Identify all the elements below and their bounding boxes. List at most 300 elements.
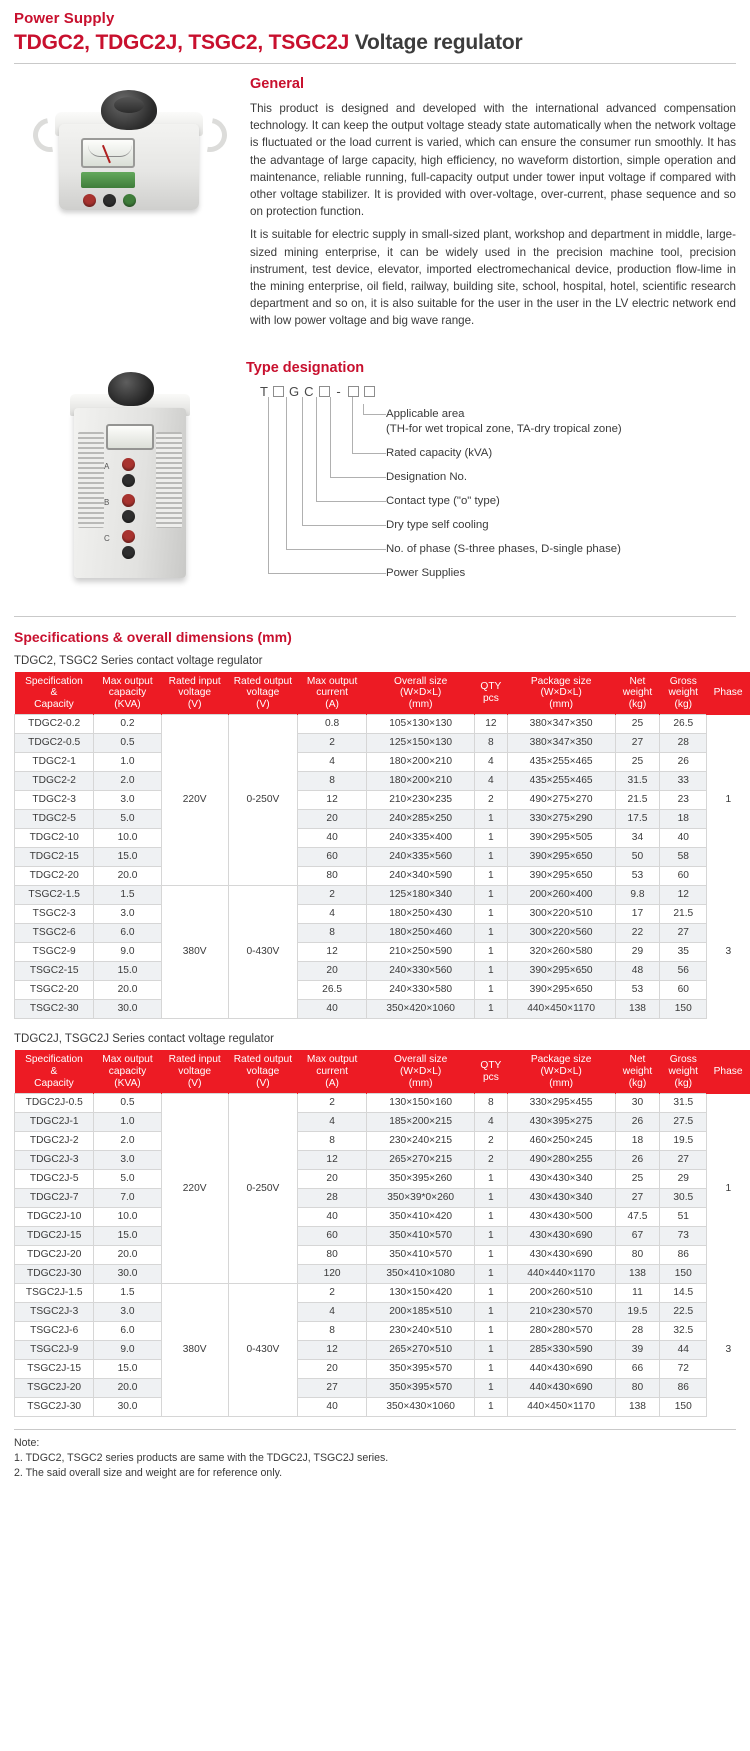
cell-overall-size: 350×410×1080: [367, 1265, 475, 1284]
cell-net-weight: 17: [615, 905, 660, 924]
cell-max-output-capacity: 6.0: [94, 924, 161, 943]
single-phase-variac-photo: [25, 82, 235, 242]
cell-qty: 1: [475, 1284, 508, 1303]
column-header-line: Max output: [306, 675, 358, 687]
cell-max-output-current: 60: [297, 1227, 366, 1246]
cell-specification: TDGC2-0.2: [15, 715, 94, 734]
cell-qty: 1: [475, 1398, 508, 1417]
cell-gross-weight: 73: [660, 1227, 707, 1246]
table-row: [15, 1151, 750, 1170]
column-header-line: (W×D×L): [399, 687, 442, 699]
legend-item-no-of-phase: [260, 542, 736, 557]
cell-qty: 1: [475, 943, 508, 962]
meter-scale: [88, 145, 132, 157]
cell-overall-size: 350×420×1060: [367, 1000, 475, 1019]
cell-specification: TSGC2J-9: [15, 1341, 94, 1360]
cell-qty: 4: [475, 1113, 508, 1132]
cell-qty: 8: [475, 1094, 508, 1113]
table-row: [15, 1341, 750, 1360]
cell-max-output-current: 2: [297, 1094, 366, 1113]
cell-qty: 1: [475, 1227, 508, 1246]
cell-gross-weight: 150: [660, 1265, 707, 1284]
cell-overall-size: 240×285×250: [367, 810, 475, 829]
cell-net-weight: 26: [615, 1151, 660, 1170]
column-header-line: (KVA): [114, 1077, 141, 1089]
cell-overall-size: 350×395×570: [367, 1379, 475, 1398]
table-row: [15, 962, 750, 981]
cell-overall-size: 350×395×570: [367, 1360, 475, 1379]
table-row: [15, 943, 750, 962]
specs-heading: Specifications & overall dimensions (mm): [14, 628, 292, 645]
datasheet-page: [0, 10, 750, 1491]
cell-gross-weight: 60: [660, 981, 707, 1000]
cell-phase: 3: [707, 886, 750, 1019]
legend-riser: [352, 397, 353, 453]
column-header-line: pcs: [482, 693, 499, 705]
cell-overall-size: 240×330×560: [367, 962, 475, 981]
column-header-4: [297, 672, 366, 715]
general-heading: General: [250, 76, 304, 92]
cell-max-output-capacity: 9.0: [94, 1341, 161, 1360]
table-row: [15, 1322, 750, 1341]
cell-qty: 1: [475, 1189, 508, 1208]
cell-rated-output-voltage: 0-430V: [228, 886, 297, 1019]
cell-specification: TSGC2-9: [15, 943, 94, 962]
column-header-line: voltage: [246, 687, 280, 699]
cell-max-output-current: 120: [297, 1265, 366, 1284]
terminal-a-red-icon: [122, 458, 135, 471]
cell-specification: TSGC2-1.5: [15, 886, 94, 905]
terminal-row-a: [104, 456, 156, 492]
cell-max-output-capacity: 1.0: [94, 753, 161, 772]
column-header-line: pcs: [482, 1071, 499, 1083]
column-header-1: [94, 1050, 161, 1093]
cell-overall-size: 240×335×560: [367, 848, 475, 867]
column-header-line: Rated output: [233, 675, 293, 687]
cell-specification: TDGC2J-7: [15, 1189, 94, 1208]
column-header-line: (mm): [549, 698, 573, 710]
type-code-row: [260, 384, 736, 399]
cell-gross-weight: 150: [660, 1398, 707, 1417]
cell-max-output-current: 2: [297, 886, 366, 905]
cell-qty: 1: [475, 1341, 508, 1360]
cell-overall-size: 230×240×215: [367, 1132, 475, 1151]
cell-gross-weight: 35: [660, 943, 707, 962]
table-row: [15, 810, 750, 829]
cell-overall-size: 180×200×210: [367, 753, 475, 772]
column-header-5: [367, 672, 475, 715]
cell-max-output-current: 60: [297, 848, 366, 867]
page-kicker: Power Supply: [14, 10, 115, 27]
cell-max-output-capacity: 9.0: [94, 943, 161, 962]
column-header-line: QTY: [480, 681, 502, 693]
column-header-10: [707, 1050, 750, 1093]
column-header-4: [297, 1050, 366, 1093]
cell-max-output-capacity: 30.0: [94, 1000, 161, 1019]
variac-voltmeter: [81, 138, 135, 168]
cell-gross-weight: 26: [660, 753, 707, 772]
column-header-3: [228, 672, 297, 715]
legend-lead: [316, 501, 386, 502]
column-header-line: (V): [187, 1077, 202, 1089]
column-header-line: (kg): [674, 698, 693, 710]
cell-net-weight: 30: [615, 1094, 660, 1113]
cell-net-weight: 18: [615, 1132, 660, 1151]
table-row: [15, 1000, 750, 1019]
cell-max-output-current: 26.5: [297, 981, 366, 1000]
cell-gross-weight: 150: [660, 1000, 707, 1019]
column-header-10: [707, 672, 750, 715]
cell-package-size: 380×347×350: [507, 715, 615, 734]
cell-gross-weight: 14.5: [660, 1284, 707, 1303]
cell-max-output-current: 8: [297, 772, 366, 791]
cell-package-size: 460×250×245: [507, 1132, 615, 1151]
column-header-line: Max output: [102, 1054, 153, 1066]
column-header-line: &: [50, 1066, 58, 1078]
table-row: [15, 1284, 750, 1303]
note-section: [14, 1429, 736, 1481]
cell-overall-size: 200×185×510: [367, 1303, 475, 1322]
cell-max-output-current: 4: [297, 753, 366, 772]
table-row: [15, 1113, 750, 1132]
cell-gross-weight: 56: [660, 962, 707, 981]
three-phase-variac-photo: [30, 352, 230, 602]
terminal-b-red-icon: [122, 494, 135, 507]
column-header-line: Overall size: [394, 1054, 448, 1066]
cell-qty: 1: [475, 829, 508, 848]
variac-nameplate: [81, 172, 135, 188]
column-header-line: Rated output: [233, 1054, 293, 1066]
cell-net-weight: 11: [615, 1284, 660, 1303]
cell-qty: 1: [475, 867, 508, 886]
cell-specification: TSGC2J-15: [15, 1360, 94, 1379]
cell-qty: 1: [475, 924, 508, 943]
cell-max-output-capacity: 20.0: [94, 981, 161, 1000]
cell-max-output-capacity: 2.0: [94, 772, 161, 791]
legend-sublabel: (TH-for wet tropical zone, TA-dry tropical zone): [386, 422, 622, 435]
cell-specification: TDGC2-3: [15, 791, 94, 810]
cell-net-weight: 48: [615, 962, 660, 981]
vent-left-icon: [78, 432, 104, 528]
cell-package-size: 440×450×1170: [507, 1000, 615, 1019]
column-header-line: (V): [187, 698, 202, 710]
cell-overall-size: 185×200×215: [367, 1113, 475, 1132]
terminal-row-c: [104, 528, 156, 564]
cell-max-output-current: 12: [297, 943, 366, 962]
cell-gross-weight: 21.5: [660, 905, 707, 924]
three-phase-photo-column: [14, 342, 246, 602]
cell-overall-size: 230×240×510: [367, 1322, 475, 1341]
cell-net-weight: 17.5: [615, 810, 660, 829]
cell-qty: 8: [475, 734, 508, 753]
cell-overall-size: 350×430×1060: [367, 1398, 475, 1417]
cell-overall-size: 240×340×590: [367, 867, 475, 886]
legend-label: Dry type self cooling: [386, 518, 489, 531]
cell-net-weight: 21.5: [615, 791, 660, 810]
cell-net-weight: 53: [615, 981, 660, 1000]
cell-specification: TSGC2J-20: [15, 1379, 94, 1398]
column-header-line: Overall size: [394, 675, 448, 687]
cell-overall-size: 180×250×430: [367, 905, 475, 924]
cell-qty: 2: [475, 791, 508, 810]
cell-max-output-capacity: 6.0: [94, 1322, 161, 1341]
cell-max-output-capacity: 30.0: [94, 1265, 161, 1284]
cell-rated-input-voltage: 380V: [161, 886, 228, 1019]
cell-specification: TDGC2-20: [15, 867, 94, 886]
type-designation-legend: [260, 407, 736, 581]
specs-table-tdgc2: [14, 672, 750, 1020]
cell-package-size: 390×295×650: [507, 848, 615, 867]
variac2-control-knob: [108, 372, 154, 406]
cell-max-output-capacity: 3.0: [94, 905, 161, 924]
cell-qty: 4: [475, 772, 508, 791]
table2-caption: TDGC2J, TSGC2J Series contact voltage regulator: [14, 1033, 274, 1046]
legend-lead: [302, 525, 386, 526]
column-header-line: (W×D×L): [540, 1066, 582, 1078]
column-header-line: Rated input: [168, 1054, 221, 1066]
column-header-line: current: [316, 687, 348, 699]
legend-item-dry-type-self-cooling: [260, 518, 736, 533]
cell-max-output-current: 8: [297, 1322, 366, 1341]
column-header-6: [475, 1050, 508, 1093]
cell-rated-output-voltage: 0-250V: [228, 1094, 297, 1284]
terminal-row-b: [104, 492, 156, 528]
column-header-line: (W×D×L): [399, 1066, 442, 1078]
terminal-green-icon: [123, 194, 136, 207]
cell-package-size: 430×430×690: [507, 1227, 615, 1246]
legend-item-power-supplies: [260, 566, 736, 581]
column-header-line: voltage: [246, 1066, 280, 1078]
cell-qty: 2: [475, 1132, 508, 1151]
terminal-c-red-icon: [122, 530, 135, 543]
cell-max-output-current: 12: [297, 791, 366, 810]
column-header-8: [615, 672, 660, 715]
cell-package-size: 490×275×270: [507, 791, 615, 810]
general-paragraph-2: It is suitable for electric supply in small-sized plant, workshop and department in middle, large-sized mining enterprise, it can be widely used in the precision machine tool, precision instrument, test device, elevator, imported electromechanical device, production flow-lime in the mining enterprise, oil field, railway, building site, school, hospital, hotel, scientific research department and so on, it is also suitable for the user in the user in the LV electric network end with low power voltage and big wave range.: [250, 228, 736, 328]
column-header-line: Phase: [713, 687, 743, 699]
cell-qty: 1: [475, 905, 508, 924]
cell-max-output-current: 20: [297, 810, 366, 829]
code-char-t: T: [260, 383, 268, 399]
code-char-dash: -: [336, 383, 341, 399]
column-header-line: weight: [668, 1066, 698, 1078]
cell-rated-input-voltage: 220V: [161, 1094, 228, 1284]
cell-max-output-current: 20: [297, 962, 366, 981]
column-header-line: Package size: [530, 1054, 592, 1066]
cell-max-output-capacity: 0.5: [94, 734, 161, 753]
cell-phase: 3: [707, 1284, 750, 1417]
legend-riser: [330, 397, 331, 477]
cell-package-size: 430×430×690: [507, 1246, 615, 1265]
column-header-line: (kg): [628, 1077, 647, 1089]
column-header-line: Max output: [306, 1054, 358, 1066]
cell-package-size: 490×280×255: [507, 1151, 615, 1170]
cell-package-size: 430×430×500: [507, 1208, 615, 1227]
cell-qty: 1: [475, 886, 508, 905]
column-header-line: &: [50, 687, 58, 699]
terminal-black-icon: [103, 194, 116, 207]
cell-qty: 1: [475, 1303, 508, 1322]
legend-label: Contact type ("o" type): [386, 494, 500, 507]
cell-gross-weight: 23: [660, 791, 707, 810]
cell-max-output-capacity: 3.0: [94, 791, 161, 810]
cell-qty: 12: [475, 715, 508, 734]
cell-max-output-current: 12: [297, 1151, 366, 1170]
code-box-area: [364, 386, 375, 397]
cell-package-size: 390×295×650: [507, 981, 615, 1000]
cell-max-output-current: 20: [297, 1170, 366, 1189]
cell-package-size: 440×430×690: [507, 1379, 615, 1398]
cell-overall-size: 210×230×235: [367, 791, 475, 810]
table-row: [15, 1170, 750, 1189]
cell-qty: 1: [475, 1379, 508, 1398]
cell-max-output-capacity: 5.0: [94, 810, 161, 829]
legend-label: Power Supplies: [386, 566, 466, 579]
cell-qty: 1: [475, 1208, 508, 1227]
cell-gross-weight: 31.5: [660, 1094, 707, 1113]
column-header-8: [615, 1050, 660, 1093]
column-header-line: capacity: [108, 687, 147, 699]
cell-max-output-capacity: 20.0: [94, 1246, 161, 1265]
legend-label: Rated capacity (kVA): [386, 446, 493, 459]
column-header-line: Max output: [102, 675, 153, 687]
cell-max-output-capacity: 15.0: [94, 962, 161, 981]
cell-qty: 1: [475, 1246, 508, 1265]
cell-max-output-capacity: 2.0: [94, 1132, 161, 1151]
column-header-2: [161, 672, 228, 715]
table-row: [15, 867, 750, 886]
table-row: [15, 829, 750, 848]
cell-max-output-capacity: 3.0: [94, 1303, 161, 1322]
specs-table-tdgc2j: [14, 1050, 750, 1417]
cell-qty: 1: [475, 1265, 508, 1284]
terminal-label-c: C: [104, 533, 110, 543]
type-designation-diagram: [246, 342, 736, 602]
cell-net-weight: 138: [615, 1398, 660, 1417]
cell-max-output-capacity: 15.0: [94, 1227, 161, 1246]
cell-package-size: 390×295×650: [507, 867, 615, 886]
column-header-line: Phase: [713, 1066, 743, 1078]
column-header-2: [161, 1050, 228, 1093]
code-char-g: G: [289, 383, 300, 399]
cell-package-size: 320×260×580: [507, 943, 615, 962]
column-header-line: (mm): [408, 1077, 433, 1089]
terminal-label-a: A: [104, 461, 110, 471]
type-designation-section: [8, 342, 742, 602]
cell-qty: 1: [475, 1360, 508, 1379]
cell-max-output-capacity: 10.0: [94, 1208, 161, 1227]
cell-package-size: 435×255×465: [507, 753, 615, 772]
cell-net-weight: 67: [615, 1227, 660, 1246]
table-row: [15, 1132, 750, 1151]
cell-specification: TSGC2J-6: [15, 1322, 94, 1341]
code-char-c: C: [304, 383, 314, 399]
cell-phase: 1: [707, 715, 750, 886]
cell-package-size: 380×347×350: [507, 734, 615, 753]
cell-specification: TSGC2-30: [15, 1000, 94, 1019]
cell-max-output-capacity: 10.0: [94, 829, 161, 848]
cell-package-size: 200×260×510: [507, 1284, 615, 1303]
table2-body: [15, 1094, 750, 1417]
column-header-line: Package size: [530, 675, 592, 687]
cell-rated-input-voltage: 220V: [161, 715, 228, 886]
note-line-1: 1. TDGC2, TSGC2 series products are same with the TDGC2J, TSGC2J series.: [14, 1452, 389, 1465]
cell-specification: TDGC2J-2: [15, 1132, 94, 1151]
cell-overall-size: 125×150×130: [367, 734, 475, 753]
cell-qty: 1: [475, 981, 508, 1000]
column-header-line: (A): [325, 1077, 339, 1089]
table-row: [15, 772, 750, 791]
cell-gross-weight: 27.5: [660, 1113, 707, 1132]
cell-overall-size: 350×410×570: [367, 1246, 475, 1265]
general-text-column: [246, 72, 736, 336]
cell-specification: TDGC2-0.5: [15, 734, 94, 753]
table1-head: [15, 672, 750, 715]
cell-max-output-current: 0.8: [297, 715, 366, 734]
cell-package-size: 435×255×465: [507, 772, 615, 791]
cell-max-output-current: 80: [297, 867, 366, 886]
column-header-line: Specification: [25, 675, 83, 687]
cell-net-weight: 9.8: [615, 886, 660, 905]
cell-gross-weight: 32.5: [660, 1322, 707, 1341]
cell-package-size: 300×220×560: [507, 924, 615, 943]
cell-net-weight: 80: [615, 1246, 660, 1265]
cell-specification: TSGC2-15: [15, 962, 94, 981]
column-header-line: (mm): [408, 698, 433, 710]
column-header-line: weight: [668, 687, 698, 699]
cell-qty: 1: [475, 962, 508, 981]
legend-item-designation-no: [260, 470, 736, 485]
column-header-1: [94, 672, 161, 715]
column-header-line: voltage: [178, 1066, 212, 1078]
table-row: [15, 715, 750, 734]
cell-max-output-current: 40: [297, 829, 366, 848]
vent-right-icon: [156, 432, 182, 528]
legend-riser: [363, 404, 364, 414]
cell-package-size: 430×430×340: [507, 1189, 615, 1208]
table-row: [15, 1208, 750, 1227]
terminal-label-b: B: [104, 497, 110, 507]
table1-body: [15, 715, 750, 1019]
cell-overall-size: 265×270×215: [367, 1151, 475, 1170]
table-row: [15, 1246, 750, 1265]
cell-gross-weight: 40: [660, 829, 707, 848]
cell-max-output-capacity: 5.0: [94, 1170, 161, 1189]
cell-gross-weight: 58: [660, 848, 707, 867]
cell-net-weight: 138: [615, 1000, 660, 1019]
legend-label: No. of phase (S-three phases, D-single phase): [386, 542, 621, 555]
cell-package-size: 300×220×510: [507, 905, 615, 924]
intro-section: [8, 64, 742, 336]
column-header-3: [228, 1050, 297, 1093]
legend-riser: [302, 397, 303, 525]
table-row: [15, 1303, 750, 1322]
cell-specification: TSGC2-6: [15, 924, 94, 943]
cell-net-weight: 25: [615, 1170, 660, 1189]
cell-package-size: 430×395×275: [507, 1113, 615, 1132]
cell-overall-size: 210×250×590: [367, 943, 475, 962]
column-header-line: Gross: [669, 675, 697, 687]
legend-item-contact-type: [260, 494, 736, 509]
cell-net-weight: 50: [615, 848, 660, 867]
cell-qty: 1: [475, 1322, 508, 1341]
column-header-line: weight: [622, 1066, 653, 1078]
column-header-line: (A): [325, 698, 339, 710]
cell-net-weight: 26: [615, 1113, 660, 1132]
column-header-line: Net: [629, 675, 646, 687]
table-row: [15, 1379, 750, 1398]
cell-overall-size: 350×410×570: [367, 1227, 475, 1246]
